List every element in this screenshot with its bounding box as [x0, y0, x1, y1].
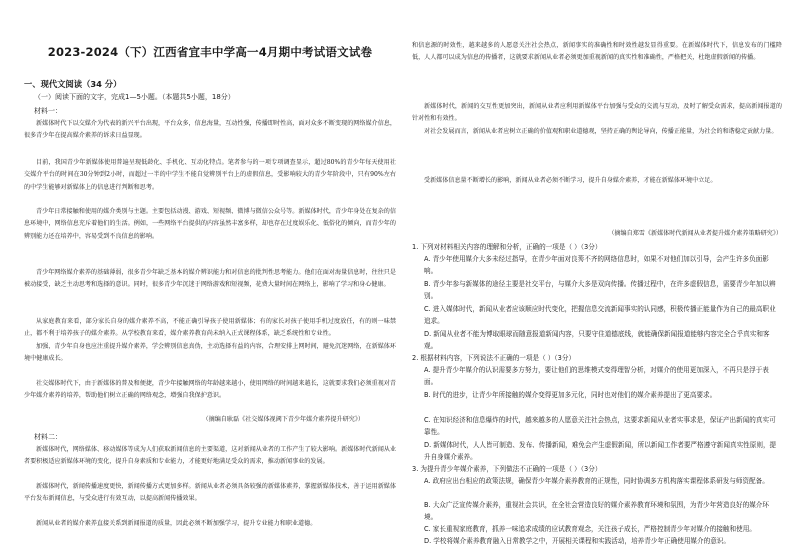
continued-paragraph: 新媒体时代，新闻的交互性更加突出，新闻从业者应利用新媒体平台加强与受众的交流与互动，及时了解受众需求，提高新闻报道的针对性和有效性。: [412, 103, 782, 123]
q1-option-b: B. 青少年参与新媒体的途径主要是社交平台，与媒介大多是双向传播。传播过程中，在许多虚假信息，需要青少年加以辨别。: [424, 280, 776, 301]
right-column: [412, 0, 782, 549]
question-1: 1. 下列对材料相关内容的理解和分析，正确的一项是（ ）（3分）: [412, 243, 602, 251]
q1-option-c: C. 进入媒体时代，新闻从业者应该顺应时代变化，把握信息交流新闻事实的认同感，积极传播正能量作为自己的最高职业追求。: [424, 305, 776, 326]
material1-paragraph: 加强，青少年自身也应注重提升媒介素养，学会辨别信息真伪，主动选择有益的内容，合理安排上网时间，避免沉迷网络，在新媒体环境中健康成长。: [24, 343, 396, 363]
q2-option-b: B. 时代的进步，让青少年所接触的媒介变得更加多元化，同时也对他们的媒介素养提出了更高要求。: [424, 391, 717, 399]
material2-source: （摘编自郑雪《新媒体时代新闻从业者提升媒介素养策略研究》）: [608, 230, 782, 237]
material1-paragraph: 目前，我国青少年新媒体使用普遍呈现低龄化、手机化、互动化特点。笔者参与的一项专项调查显示，超过80%的青少年每天使用社交媒介平台的时间在30分钟到2小时，而超过一半的中学生不能自觉辨别平台上的虚假信息，受影响较大的青少年阶段中，只有90%左右的中学生能够对新媒体上的信息进行判断和思考。: [24, 159, 396, 191]
material1-paragraph: 青少年网络媒介素养的基础薄弱，很多青少年缺乏基本的媒介辨识能力和对信息的批判性思考能力。他们在面对海量信息时，往往只是被动接受，缺乏主动思考和选择的意识。同时，很多青少年沉迷于网络游戏和短视频，花费大量时间在网络上，影响了学习和身心健康。: [24, 269, 396, 289]
material2-paragraph: 新媒体时代，网络媒体、移动媒体等成为人们获取新闻信息的主要渠道，这对新闻从业者的工作产生了较大影响。新媒体时代新闻从业者要积极适应新媒体环境的变化，提升自身素质和专业能力，才能更好地满足受众的需求，推动新闻事业的发展。: [24, 446, 396, 466]
q2-option-d: D. 新媒体时代，人人皆可制造、发布、传播新闻，难免会产生虚假新闻，所以新闻工作者要严格遵守新闻真实性原则，提升自身媒介素养。: [424, 441, 777, 462]
q2-option-a: A. 提升青少年媒介的认识需要多方努力，要让他们的思维模式变得理智分析，对媒介的使用更加深入，不再只是浮于表面。: [424, 366, 769, 387]
q3-option-c: C. 家长重视家庭教育，抓养一味追求成绩的应试教育观念，关注孩子成长，严格控制青少年对媒介的接触和使用。: [424, 525, 756, 533]
subsection-heading: （一）阅读下面的文字，完成1—5小题。（本题共5小题，18分）: [34, 93, 235, 101]
q3-option-b: B. 大众广泛宣传媒介素养，重视社会共识，在全社会营造良好的媒介素养教育环境和氛围，为青少年营造良好的媒介环境。: [424, 501, 769, 522]
continued-paragraph: 受新媒体信息量不断增长的影响，新闻从业者必须不断学习，提升自身媒介素养，才能在新媒体环境中立足。: [424, 177, 717, 184]
q3-option-d: D. 学校将媒介素养教育融入日常教学之中，开展相关课程和实践活动，培养青少年正确使用媒介的意识。: [424, 537, 730, 545]
q3-option-a: A. 政府应出台相应的政策法规，确保青少年媒介素养教育的正规性，同时协调多方机构落实课程体系研发与师资配备。: [424, 477, 769, 485]
material1-source: （摘编自耿磊《社交媒体视阈下青少年媒介素养提升研究》）: [202, 416, 364, 423]
material1-paragraph: 社交媒体时代下，由于新媒体的普及和便捷，青少年接触网络的年龄越来越小，使用网络的时间越来越长，这就要求我们必须重视对青少年媒介素养的培养，帮助他们树立正确的网络观念，增强自我保护意识。: [24, 380, 396, 400]
q1-option-d: D. 新闻从业者不能为博取眼球而随意报道新闻内容，只要守住道德底线，就能确保新闻报道能够内容完全合乎真实和客观。: [424, 330, 770, 351]
q1-option-a: A. 青少年使用媒介大多未经过指导，在青少年面对良莠不齐的网络信息时，如果不对他们加以引导，会产生许多负面影响。: [424, 255, 769, 276]
material1-label: 材料一：: [34, 107, 62, 115]
material1-paragraph: 新媒体时代下以交媒介为代表的新兴平台出现，平台众多，信息海量，互动性强，传播即时性高，面对众多不断变现的网络媒介信息，很多青少年在提高媒介素养的诉求日益显现。: [24, 120, 396, 140]
material1-paragraph: 青少年日常接触和使用的媒介类别与主题。主要包括动漫、游戏、短视频、微博与微信公众号等。新媒体时代，青少年身处在复杂的信息环境中，网络信息充斥着他们的生活。例如，一些网络平台提供的内容虽然丰富多样，却也存在过度娱乐化、低俗化的倾向，而青少年的辨别能力还在培养中，容易受到不良信息的影响。: [24, 208, 396, 240]
q2-option-c: C. 在知识经济和信息爆炸的时代，越来越多的人愿意关注社会热点，这要求新闻从业者实事求是，保证产出新闻的真实可靠性。: [424, 416, 776, 437]
question-2: 2. 根据材料内容，下列说法不正确的一项是（ ）（3分）: [412, 354, 576, 362]
continued-paragraph: 对社会发展而言，新闻从业者应树立正确的价值观和职业道德观，坚持正确的舆论导向，传播正能量，为社会的和谐稳定贡献力量。: [424, 128, 778, 135]
material2-paragraph: 新闻从业者的媒介素养直接关系到新闻报道的质量，因此必须不断加强学习，提升专业能力和职业道德。: [36, 520, 317, 527]
continued-paragraph: 和信息源的时效性，越来越多的人愿意关注社会热点，新闻事实的准确性和时效性越发显得重要。在新媒体时代下，信息发布的门槛降低，人人都可以成为信息的传播者，这就要求新闻从业者必须更加重视新闻的真实性和准确性，严格把关，杜绝虚假新闻的传播。: [412, 42, 782, 62]
material2-label: 材料二：: [34, 433, 62, 441]
left-column: [24, 0, 396, 549]
material2-paragraph: 新媒体时代，新闻传播速度更快，新闻传播方式更加多样。新闻从业者必须具备较强的新媒体素养，掌握新媒体技术，善于运用新媒体平台发布新闻信息，与受众进行有效互动，以提高新闻传播效果。: [24, 483, 396, 503]
material1-paragraph: 从家庭教育来看，部分家长自身的媒介素养不高，不能正确引导孩子使用新媒体；有的家长对孩子使用手机过度放任，有的则一味禁止，都不利于培养孩子的媒介素养。从学校教育来看，媒介素养教育尚未纳入正式课程体系，缺乏系统性和专业性。: [24, 318, 396, 338]
exam-title: 2023-2024（下）江西省宜丰中学高一4月期中考试语文试卷: [47, 45, 373, 59]
section-heading: 一、现代文阅读（34 分）: [24, 79, 122, 89]
question-3: 3. 为提升青少年媒介素养，下列做法不正确的一项是（ ）（3分）: [412, 465, 602, 473]
